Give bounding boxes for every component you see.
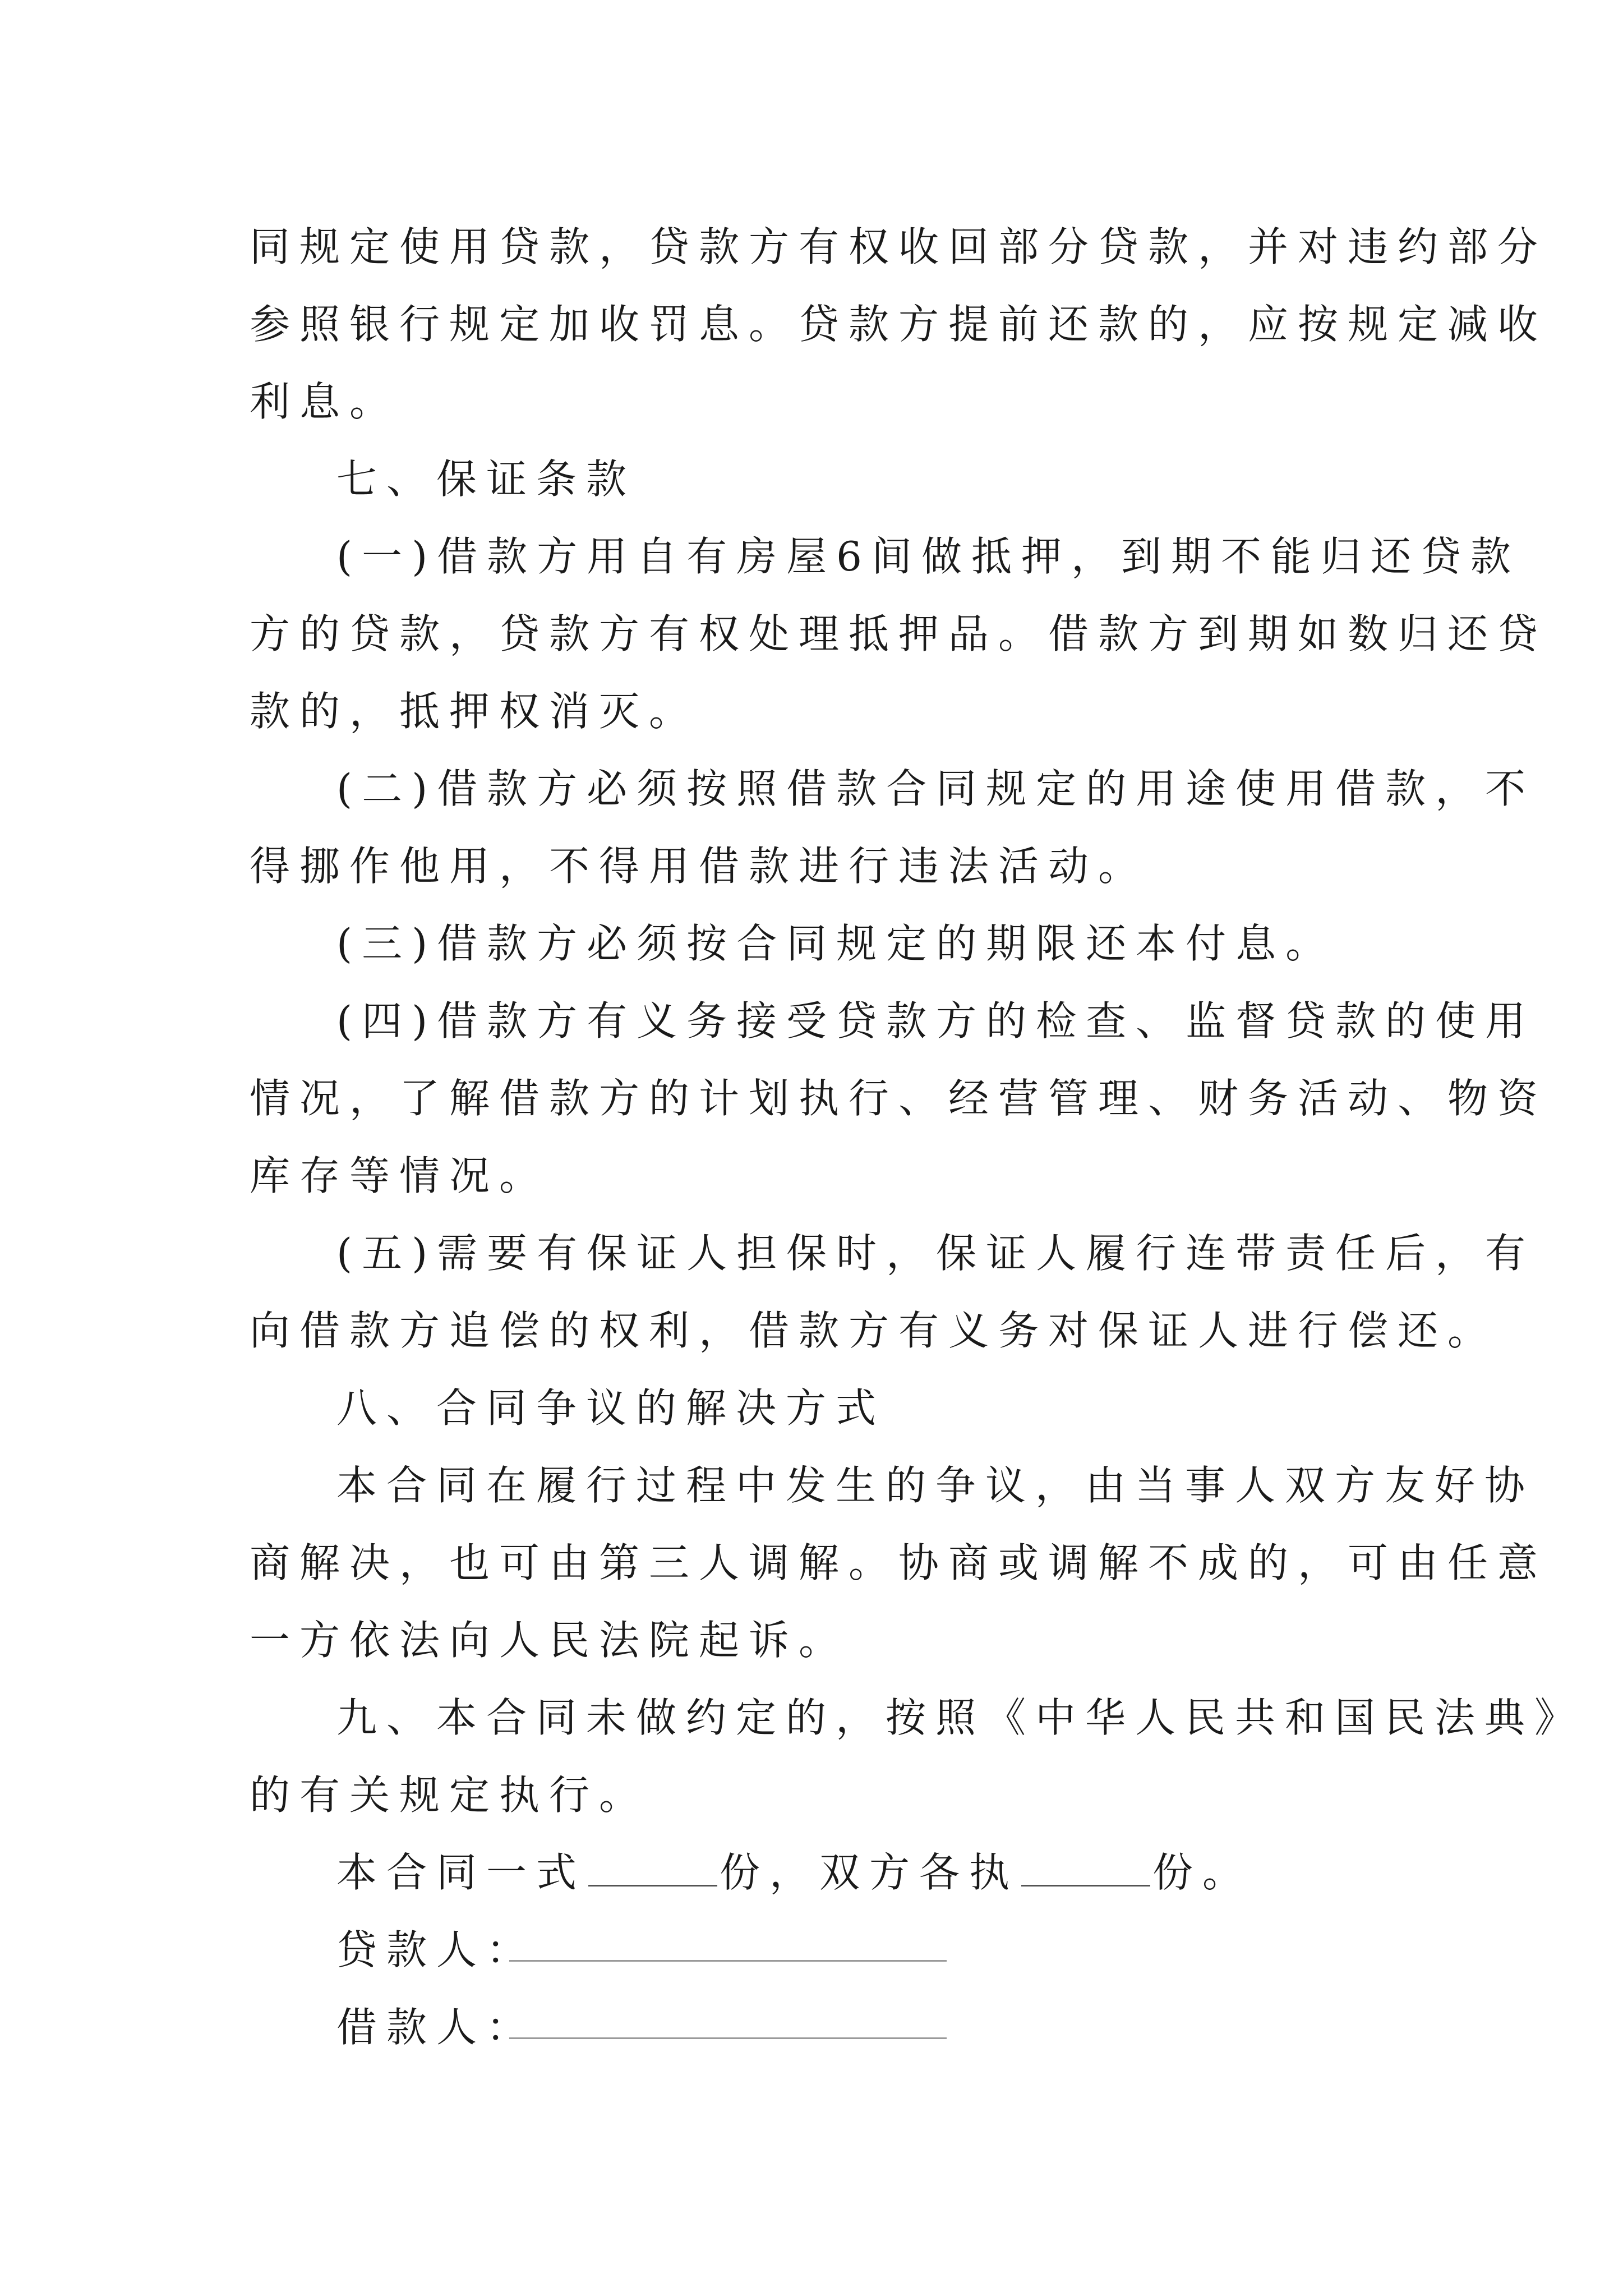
paragraph-line: 商解决，也可由第三人调解。协商或调解不成的，可由任意 [250,1539,1548,1586]
section-heading-guarantee: 七、保证条款 [336,455,637,503]
copies-each-blank [1021,1851,1150,1887]
paragraph-line: 参照银行规定加收罚息。贷款方提前还款的，应按规定减收 [250,301,1548,348]
lender-signature-label: 贷款人： [336,1926,537,1973]
section-heading-civil-code: 九、本合同未做约定的，按照《中华人民共和国民法典》 [336,1694,1585,1741]
paragraph-line: (二)借款方必须按照借款合同规定的用途使用借款，不 [336,765,1536,812]
lender-signature-line [509,1960,947,1962]
section-heading-dispute: 八、合同争议的解决方式 [336,1384,886,1432]
paragraph-line: 得挪作他用，不得用借款进行违法活动。 [250,843,1149,890]
copies-count-blank [588,1851,717,1887]
copies-text-1: 本合同一式 [336,1849,587,1896]
paragraph-line: 库存等情况。 [250,1152,550,1199]
paragraph-line: 的有关规定执行。 [250,1772,649,1819]
paragraph-line: 同规定使用贷款，贷款方有权收回部分贷款，并对违约部分 [250,223,1548,270]
paragraph-line: 一方依法向人民法院起诉。 [250,1617,849,1664]
paragraph-line: 情况，了解借款方的计划执行、经营管理、财务活动、物资 [250,1075,1548,1122]
borrower-signature-label: 借款人： [336,2004,537,2051]
copies-text-3: 份。 [1152,1849,1253,1896]
paragraph-line: 向借款方追偿的权利，借款方有义务对保证人进行偿还。 [250,1307,1498,1354]
copies-text-2: 份，双方各执 [720,1849,1020,1896]
paragraph-line: (四)借款方有义务接受贷款方的检查、监督贷款的使用 [336,997,1536,1045]
paragraph-line: (三)借款方必须按合同规定的期限还本付息。 [336,920,1336,967]
paragraph-line: 利息。 [250,378,400,425]
copies-line [336,1846,1252,1899]
borrower-signature-line [509,2037,947,2039]
paragraph-line: (五)需要有保证人担保时，保证人履行连带责任后，有 [336,1230,1536,1277]
paragraph-line: 本合同在履行过程中发生的争议，由当事人双方友好协 [336,1462,1535,1509]
paragraph-line: 款的，抵押权消灭。 [250,688,699,735]
paragraph-line: 方的贷款，贷款方有权处理抵押品。借款方到期如数归还贷 [250,610,1548,657]
paragraph-line: (一)借款方用自有房屋6间做抵押，到期不能归还贷款 [336,533,1520,580]
